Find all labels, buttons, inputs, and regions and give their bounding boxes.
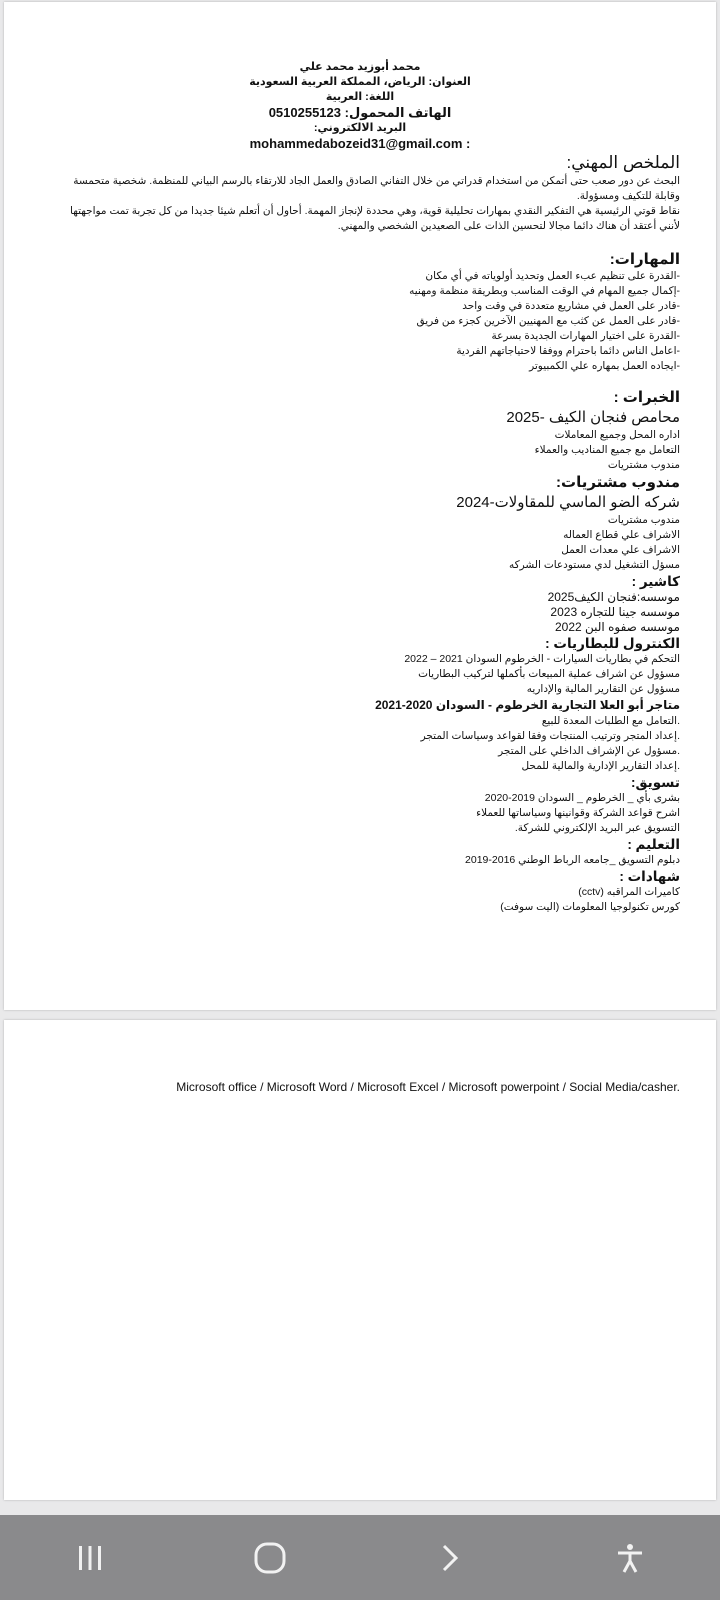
summary-title: الملخص المهني: — [566, 153, 680, 172]
software-skills-line: Microsoft office / Microsoft Word / Microsoft Excel / Microsoft powerpoint / Social Media/casher. — [176, 1080, 680, 1094]
job-line: مسؤول عن التقارير المالية والإداريه — [526, 683, 680, 695]
job-line: موسسه جينا للتجاره 2023 — [550, 605, 680, 619]
person-name: محمد أبوزيد محمد علي — [299, 61, 421, 73]
job-line: مسؤول عن اشراف عملية المبيعات بأكملها لتركيب البطاريات — [418, 668, 680, 680]
summary-line: وقابلة للتكيف ومسؤولة. — [576, 190, 680, 202]
job-title: الكنترول للبطاريات : — [545, 636, 680, 651]
back-icon — [435, 1543, 465, 1573]
home-button[interactable] — [240, 1528, 300, 1588]
job-line: .مسؤول عن الإشراف الداخلي على المتجر — [498, 745, 680, 757]
job-line: مندوب مشتريات — [607, 459, 680, 471]
phone-line: الهاتف المحمول: 0510255123 — [268, 105, 452, 120]
job-line: موسسه صفوه البن 2022 — [554, 620, 680, 634]
experience-title: الخبرات : — [613, 389, 680, 406]
skill-item: -قادر على العمل عن كثب مع المهنيين الآخرين كجزء من فريق — [416, 315, 680, 327]
system-navigation-bar — [0, 1515, 720, 1600]
certificate-line: كورس تكنولوجيا المعلومات (اليت سوفت) — [500, 901, 680, 913]
education-line: دبلوم التسويق _جامعه الرباط الوطني 2016-2019 — [465, 854, 680, 866]
job-title: كاشير : — [631, 574, 680, 589]
summary-line: لأنني أعتقد أن هناك دائما مجالا لتحسين الذات على الصعيدين الشخصي والمهني. — [337, 220, 680, 232]
job-line: بشرى بأي _ الخرطوم _ السودان 2019-2020 — [484, 792, 680, 804]
job-line: موسسه:فنجان الكيف2025 — [547, 590, 680, 604]
accessibility-button[interactable] — [600, 1528, 660, 1588]
back-button[interactable] — [420, 1528, 480, 1588]
address-line: العنوان: الرياض، المملكة العربية السعودية — [249, 76, 471, 88]
job-line: مسؤل التشغيل لدي مستودعات الشركه — [509, 559, 680, 571]
education-title: التعليم : — [627, 837, 680, 852]
language-line: اللغة: العربية — [325, 91, 395, 103]
job-line: اداره المحل وجميع المعاملات — [554, 429, 680, 441]
skill-item: -قادر على العمل في مشاريع متعددة في وقت واحد — [462, 300, 680, 312]
job-line: التسويق عبر البريد الإلكتروني للشركة. — [514, 822, 680, 834]
job-line: مندوب مشتريات — [607, 514, 680, 526]
job-line: الاشراف علي قطاع العماله — [563, 529, 680, 541]
document-page-2 — [4, 1020, 716, 1500]
resume-body — [18, 152, 680, 915]
skill-item: -اعامل الناس دائما باحترام ووفقا لاحتياجاتهم الفردية — [456, 345, 680, 357]
job-line: .التعامل مع الطلبات المعدة للبيع — [541, 715, 680, 727]
skill-item: -ايجاده العمل بمهاره علي الكمبيوتر — [529, 360, 680, 372]
job-line: اشرح قواعد الشركة وقوانينها وسياساتها للعملاء — [476, 807, 680, 819]
job-title: تسويق: — [630, 775, 680, 790]
job-title: متاجر أبو العلا التجارية الخرطوم - السودان 2020-2021 — [375, 698, 680, 712]
certificates-title: شهادات : — [619, 869, 680, 884]
summary-line: البحث عن دور صعب حتى أتمكن من استخدام قدراتي من خلال التفاني الصادق والعمل الجاد للارتقاء بالرسم البياني للمنظمة. شخصية متحمسة — [73, 175, 680, 187]
contact-header — [4, 60, 716, 152]
summary-line: نقاط قوتي الرئيسية هي التفكير النقدي بمهارات تحليلية قوية، وهي محددة لإنجاز المهمة. أحاول أن أتعلم شيئا جديدا من كل تجربة تمت مواجهتها — [70, 205, 680, 217]
job-heading: شركه الضو الماسي للمقاولات-2024 — [456, 494, 680, 511]
home-icon — [253, 1541, 287, 1575]
accessibility-icon — [614, 1542, 646, 1574]
recent-apps-icon — [75, 1543, 105, 1573]
job-line: .إعداد التقارير الإدارية والمالية للمحل — [521, 760, 680, 772]
job-line: التحكم في بطاريات السيارات - الخرطوم السودان 2021 – 2022 — [404, 653, 680, 665]
job-line: الاشراف علي معدات العمل — [561, 544, 680, 556]
certificate-line: كاميرات المراقبه (cctv) — [578, 886, 680, 898]
email-label: البريد الالكتروني: — [313, 122, 407, 134]
job-line: التعامل مع جميع المناديب والعملاء — [534, 444, 680, 456]
job-line: .إعداد المتجر وترتيب المنتجات وفقا لقواعد وسياسات المتجر — [420, 730, 680, 742]
job-heading: محامص فنجان الكيف -2025 — [506, 409, 680, 426]
document-page-1 — [4, 2, 716, 1010]
skill-item: -القدرة على تنظيم عبء العمل وتحديد أولوياته في أي مكان — [425, 270, 680, 282]
job-title: مندوب مشتريات: — [556, 474, 680, 491]
skill-item: -إكمال جميع المهام في الوقت المناسب وبطريقة منظمة ومهنيه — [409, 285, 680, 297]
email-line: mohammedabozeid31@gmail.com : — [249, 136, 471, 151]
skills-title: المهارات: — [609, 251, 680, 268]
recent-apps-button[interactable] — [60, 1528, 120, 1588]
skill-item: -القدرة على اختيار المهارات الجديدة بسرعة — [491, 330, 680, 342]
